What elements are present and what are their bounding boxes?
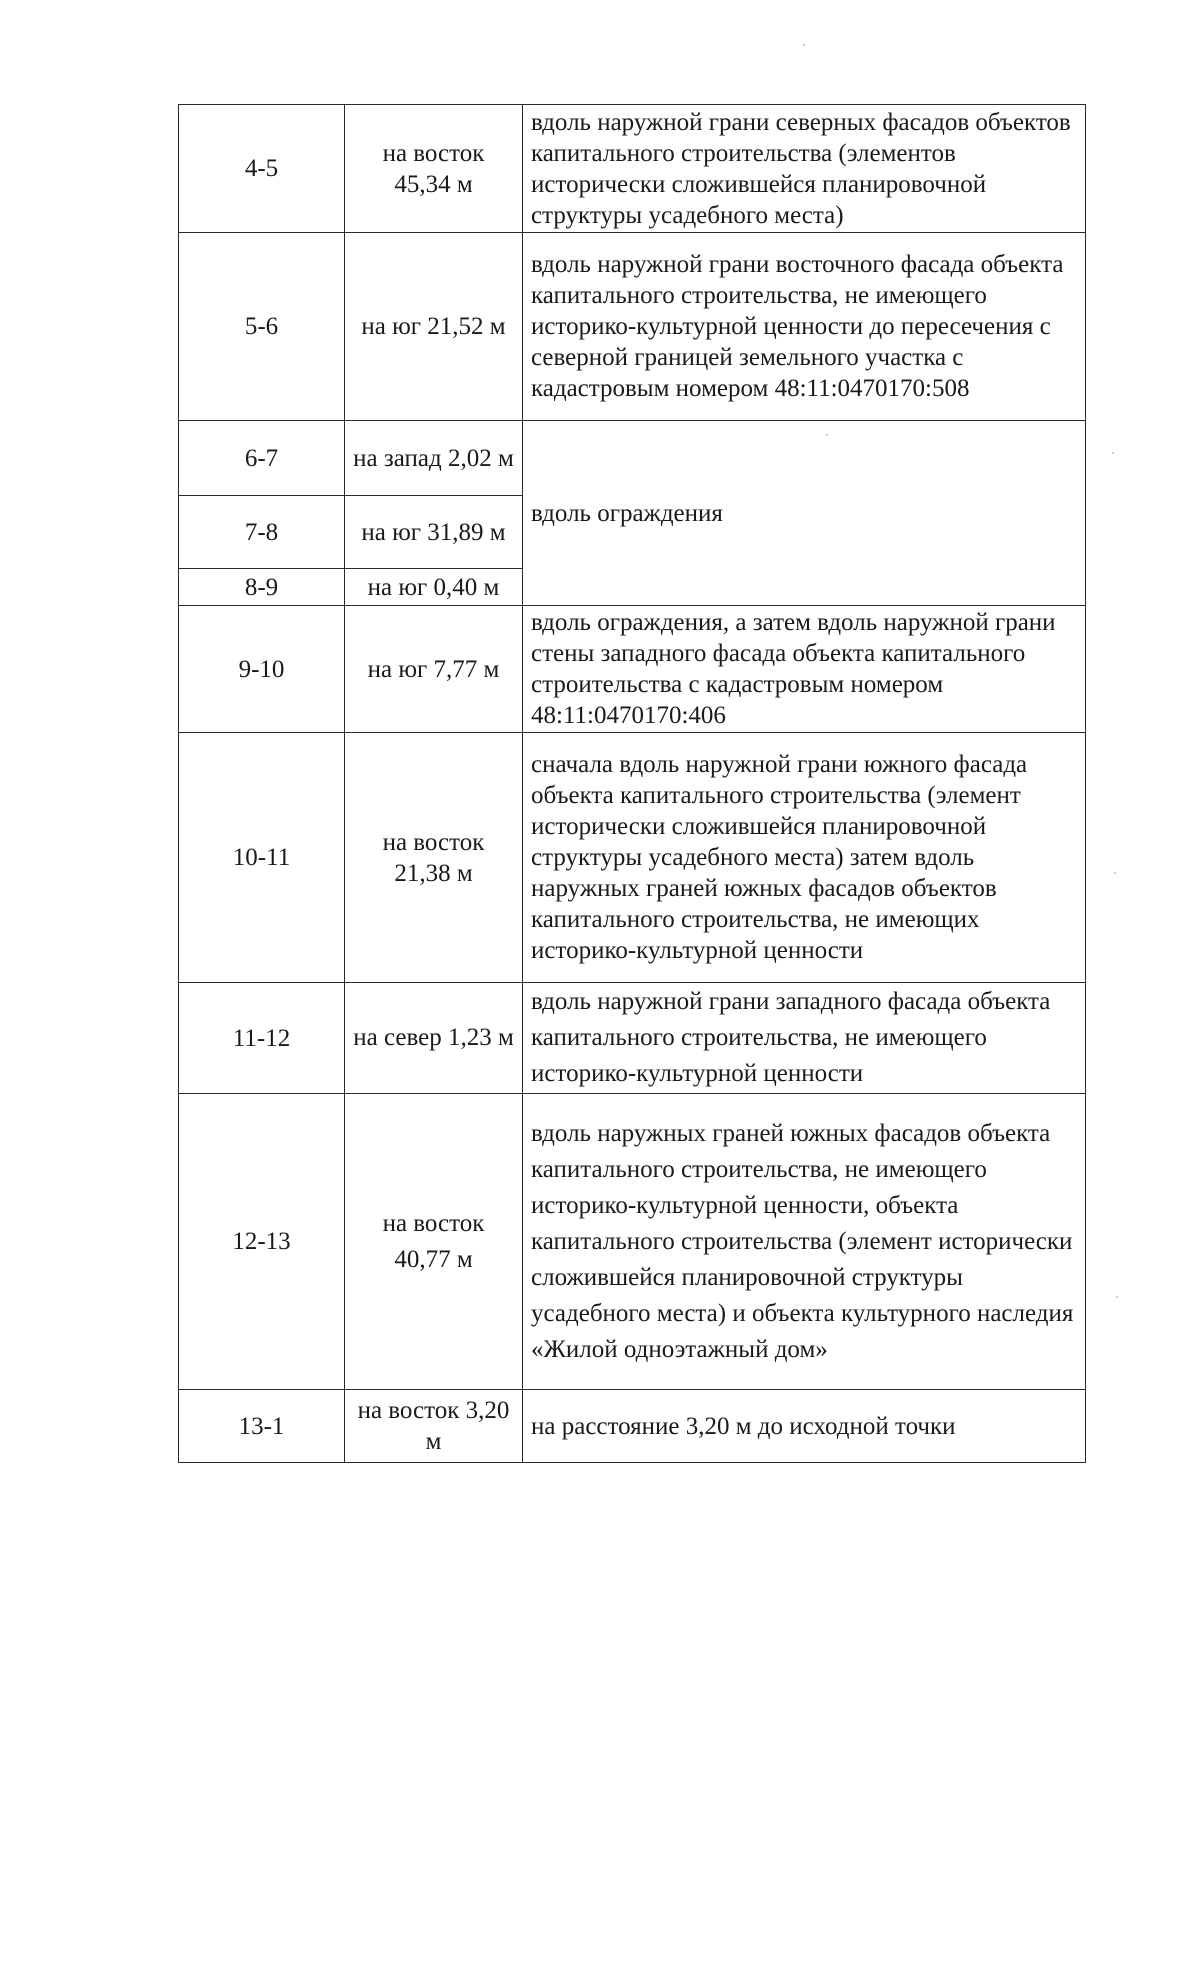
segment-cell: 6-7 (179, 421, 345, 496)
table-row (179, 983, 1086, 1094)
scan-speck (1112, 452, 1114, 454)
direction-cell: на запад 2,02 м (345, 421, 523, 496)
segment-cell: 12-13 (179, 1094, 345, 1390)
table-row (179, 606, 1086, 733)
direction-cell: на восток 3,20 м (345, 1390, 523, 1463)
segment-cell: 13-1 (179, 1390, 345, 1463)
description-cell: вдоль наружной грани западного фасада объекта капитального строительства, не имеющего историко-культурной ценности (523, 983, 1086, 1094)
direction-cell: на юг 0,40 м (345, 569, 523, 606)
table-row (179, 1094, 1086, 1390)
segment-cell: 9-10 (179, 606, 345, 733)
description-cell: вдоль наружных граней южных фасадов объекта капитального строительства, не имеющего историко-культурной ценности, объекта капитального строительства (элемент исторически сложившейся планировочной структуры усадебного места) и объекта культурного наследия «Жилой одноэтажный дом» (523, 1094, 1086, 1390)
segment-cell: 5-6 (179, 233, 345, 421)
description-cell: сначала вдоль наружной грани южного фасада объекта капитального строительства (элемент исторически сложившейся планировочной структуры усадебного места) затем вдоль наружных граней южных фасадов объектов капитального строительства, не имеющих историко-культурной ценности (523, 733, 1086, 983)
table-row (179, 733, 1086, 983)
table-row (179, 105, 1086, 233)
segment-cell: 7-8 (179, 496, 345, 569)
direction-cell: на север 1,23 м (345, 983, 523, 1094)
description-cell-merged: вдоль ограждения (523, 421, 1086, 606)
description-cell: на расстояние 3,20 м до исходной точки (523, 1390, 1086, 1463)
table-row (179, 421, 1086, 496)
direction-cell: на юг 7,77 м (345, 606, 523, 733)
direction-cell: на юг 21,52 м (345, 233, 523, 421)
scan-speck (826, 434, 828, 436)
direction-cell: на восток 45,34 м (345, 105, 523, 233)
description-cell: вдоль наружной грани восточного фасада объекта капитального строительства, не имеющего историко-культурной ценности до пересечения с северной границей земельного участка с кадастровым номером 48:11:0470170:508 (523, 233, 1086, 421)
segment-cell: 10-11 (179, 733, 345, 983)
direction-cell: на юг 31,89 м (345, 496, 523, 569)
table-row (179, 233, 1086, 421)
scan-speck (1114, 872, 1116, 874)
direction-cell: на восток 21,38 м (345, 733, 523, 983)
boundary-segments-table (178, 104, 1086, 1463)
scan-speck (1116, 1296, 1118, 1298)
description-cell: вдоль ограждения, а затем вдоль наружной грани стены западного фасада объекта капитального строительства с кадастровым номером 48:11:0470170:406 (523, 606, 1086, 733)
scan-speck (803, 44, 805, 46)
segment-cell: 4-5 (179, 105, 345, 233)
direction-cell: на восток 40,77 м (345, 1094, 523, 1390)
table-row (179, 1390, 1086, 1463)
description-cell: вдоль наружной грани северных фасадов объектов капитального строительства (элементов исторически сложившейся планировочной структуры усадебного места) (523, 105, 1086, 233)
segment-cell: 11-12 (179, 983, 345, 1094)
segment-cell: 8-9 (179, 569, 345, 606)
